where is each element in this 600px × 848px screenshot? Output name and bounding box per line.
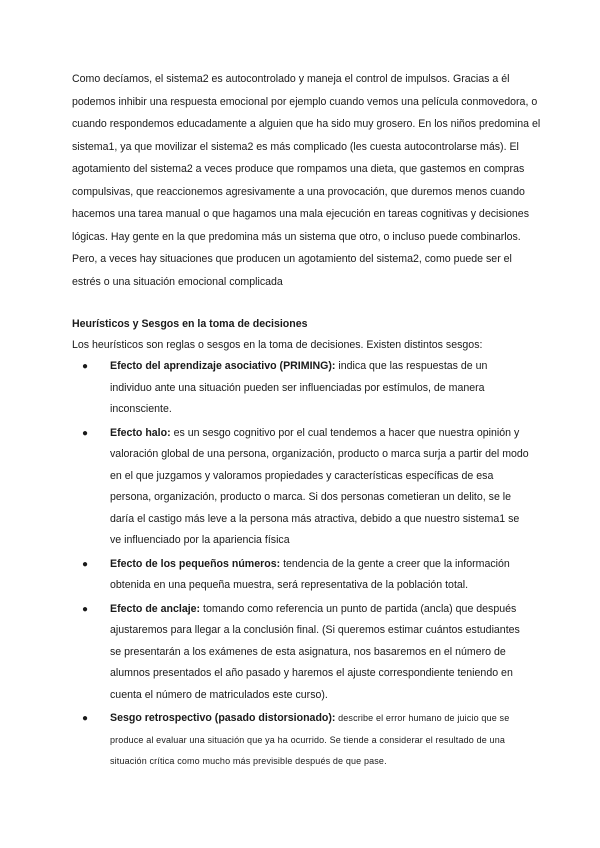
item-term: Efecto de anclaje: [110, 602, 201, 615]
body-paragraph: Como decíamos, el sistema2 es autocontrolado y maneja el control de impulsos. Gracias a él podemos inhibir una respuesta emocional por ejemplo cuando vemos una película conmovedora, o cuando respondemos educadamente a alguien que ha sido muy grosero. En los niños predomina el sistema1, ya que movilizar el sistema2 es más complicado (les cuesta autocontrolarse más). El agotamiento del sistema2 a veces produce que rompamos una dieta, que gastemos en compras compulsivas, que reaccionemos agresivamente a una provocación, que duremos menos cuando hacemos una tarea manual o que hagamos una mala ejecución en tareas cognitivas y decisiones lógicas. Hay gente en la que predomina más un sistema que otro, o incluso puede combinarlos. Pero, a veces hay situaciones que producen un agotamiento del sistema2, como puede ser el estrés o una situación emocional complicada [72, 73, 541, 288]
item-term: Efecto del aprendizaje asociativo (PRIMING): [110, 360, 336, 372]
intro-text: Los heurísticos son reglas o sesgos en la toma de decisiones. Existen distintos sesgos: [72, 339, 483, 351]
list-item-anchoring [82, 599, 532, 707]
bullet-icon: ● [82, 603, 89, 615]
list-item-hindsight [82, 708, 532, 773]
item-text: es un sesgo cognitivo por el cual tendemos a hacer que nuestra opinión y valoración global de una persona, organización, producto o marca surja a partir del modo en el que juzgamos y valoramos propiedades y características específicas de esa persona, organización, producto o marca. Si dos personas cometieran un delito, se le daría el castigo más leve a la persona más atractiva, debido a que nuestro sistema1 se ve influenciado por la apariencia física [110, 426, 529, 546]
bullet-icon: ● [82, 427, 89, 439]
section-heading: Heurísticos y Sesgos en la toma de decisiones [72, 318, 308, 330]
bullet-icon: ● [82, 361, 89, 372]
item-text: tendencia de la gente a creer que la información obtenida en una pequeña muestra, será representativa de la población total. [110, 557, 510, 591]
list-item-small-numbers [82, 554, 532, 597]
bullet-icon: ● [82, 558, 89, 570]
item-term: Sesgo retrospectivo (pasado distorsionado): [110, 712, 336, 724]
item-term: Efecto de los pequeños números: [110, 557, 281, 570]
item-text: tomando como referencia un punto de partida (ancla) que después ajustaremos para llegar a la conclusión final. (Si queremos estimar cuántos estudiantes se presentarán a los exámenes de esta asignatura, nos basaremos en el número de alumnos presentados el año pasado y haremos el ajuste correspondiente teniendo en cuenta el número de matriculados este curso). [110, 602, 520, 701]
bullet-icon: ● [82, 713, 89, 724]
item-text: describe el error humano de juicio que se produce al evaluar una situación que ya ha ocurrido. Se tiende a considerar el resultado de una situación crítica como mucho más previsible después de que pase. [110, 713, 510, 766]
item-text: indica que las respuestas de un individuo ante una situación pueden ser influenciadas por estímulos, de manera inconsciente. [110, 360, 488, 415]
item-term: Efecto halo: [110, 426, 171, 439]
bias-list [82, 356, 532, 775]
list-item-halo [82, 423, 532, 552]
list-item-priming [82, 356, 532, 421]
